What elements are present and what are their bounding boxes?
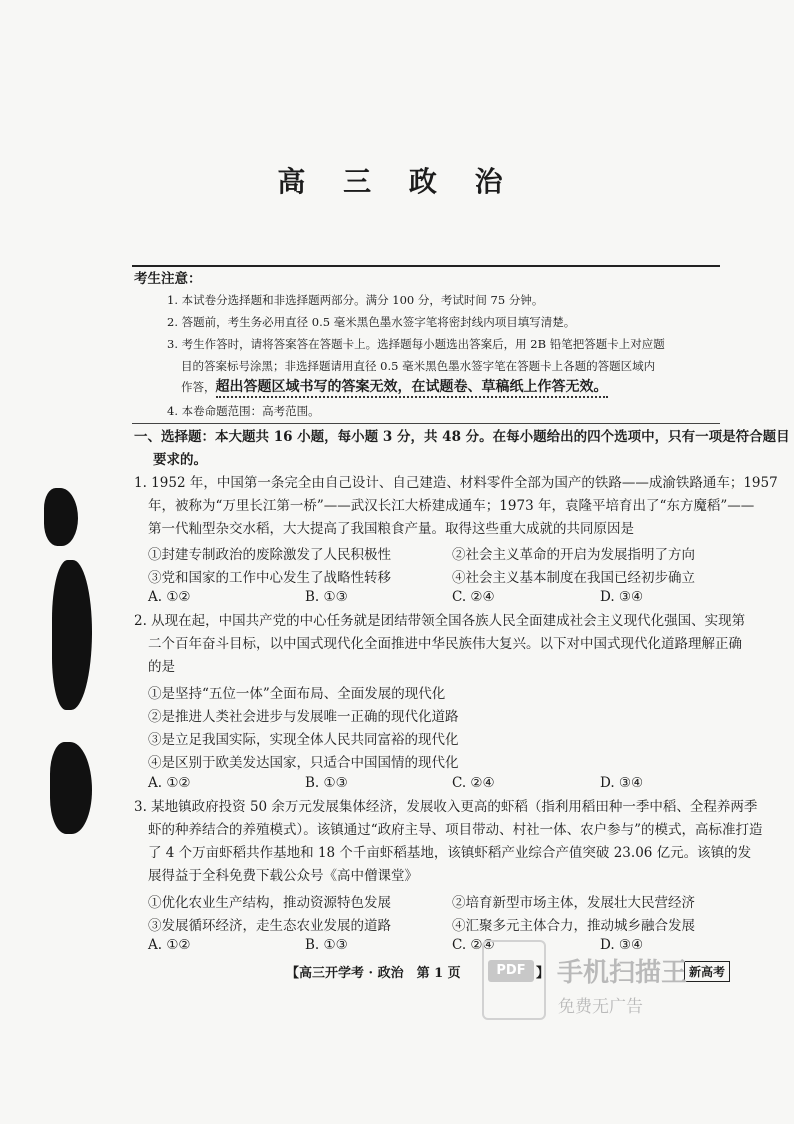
notice-item-4: 4. 本卷命题范围：高考范围。 bbox=[167, 404, 320, 418]
notice-item-1: 1. 本试卷分选择题和非选择题两部分。满分 100 分，考试时间 75 分钟。 bbox=[167, 293, 544, 307]
notice-item-3-end bbox=[181, 378, 608, 397]
footer-page-label: 【高三开学考 · 政治 第 1 页 bbox=[286, 966, 461, 981]
q3-line-4: 展得益于全科免费下载公众号《高中僧课堂》 bbox=[148, 868, 418, 884]
q3-option-d: D. ③④ bbox=[600, 937, 644, 953]
q1-statement-3: ③党和国家的工作中心发生了战略性转移 bbox=[148, 570, 391, 586]
q2-option-c: C. ②④ bbox=[452, 775, 495, 791]
scan-shadow-top bbox=[44, 488, 78, 546]
q1-line-2: 年，被称为“万里长江第一桥”——武汉长江大桥建成通车；1973 年，袁隆平培育出了“东方魔稻”—— bbox=[148, 498, 755, 514]
notice-item-2: 2. 答题前，考生务必用直径 0.5 毫米黑色墨水签字笔将密封线内项目填写清楚。 bbox=[167, 315, 576, 329]
q2-statement-4: ④是区别于欧美发达国家，只适合中国国情的现代化 bbox=[148, 755, 459, 771]
q2-line-2: 二个百年奋斗目标，以中国式现代化全面推进中华民族伟大复兴。以下对中国式现代化道路理解正确 bbox=[148, 636, 742, 652]
q2-option-a: A. ①② bbox=[148, 775, 191, 791]
scan-shadow-bottom bbox=[50, 742, 92, 834]
q2-statement-2: ②是推进人类社会进步与发展唯一正确的现代化道路 bbox=[148, 709, 459, 725]
notice-emphasis: 超出答题区域书写的答案无效，在试题卷、草稿纸上作答无效。 bbox=[216, 379, 608, 398]
q1-option-b: B. ①③ bbox=[305, 589, 348, 605]
q1-statement-1: ①封建专制政治的废除激发了人民积极性 bbox=[148, 547, 391, 563]
q1-option-c: C. ②④ bbox=[452, 589, 495, 605]
q3-statement-1: ①优化农业生产结构，推动资源特色发展 bbox=[148, 895, 391, 911]
q3-option-a: A. ①② bbox=[148, 937, 191, 953]
notice-item-3: 3. 考生作答时，请将答案答在答题卡上。选择题每小题选出答案后，用 2B 铅笔把答题卡上对应题 bbox=[167, 337, 665, 351]
q1-option-d: D. ③④ bbox=[600, 589, 644, 605]
q2-option-b: B. ①③ bbox=[305, 775, 348, 791]
notice-heading: 考生注意： bbox=[134, 271, 202, 287]
q1-line-1: 1. 1952 年，中国第一条完全由自己设计、自己建造、材料零件全部为国产的铁路——成渝铁路通车；1957 bbox=[134, 475, 778, 491]
q3-statement-2: ②培育新型市场主体，发展壮大民营经济 bbox=[452, 895, 695, 911]
q2-statement-1: ①是坚持“五位一体”全面布局、全面发展的现代化 bbox=[148, 686, 446, 702]
q1-statement-2: ②社会主义革命的开启为发展指明了方向 bbox=[452, 547, 695, 563]
q3-statement-3: ③发展循环经济，走生态农业发展的道路 bbox=[148, 918, 391, 934]
q3-line-2: 虾的种养结合的养殖模式）。该镇通过“政府主导、项目带动、村社一体、农户参与”的模式，高标准打造 bbox=[148, 822, 763, 838]
section-heading-cont: 要求的。 bbox=[153, 452, 207, 468]
notice-item-3-prefix: 作答， bbox=[181, 380, 216, 394]
q2-statement-3: ③是立足我国实际，实现全体人民共同富裕的现代化 bbox=[148, 732, 459, 748]
footer-bracket-close: 】 bbox=[536, 966, 550, 981]
notice-rule bbox=[132, 423, 720, 424]
q1-option-a: A. ①② bbox=[148, 589, 191, 605]
q3-line-1: 3. 某地镇政府投资 50 余万元发展集体经济，发展收入更高的虾稻（指利用稻田种一季中稻、全程养两季 bbox=[134, 799, 758, 815]
q3-option-c: C. ②④ bbox=[452, 937, 495, 953]
notice-item-3-cont: 目的答案标号涂黑；非选择题请用直径 0.5 毫米黑色墨水签字笔在答题卡上各题的答题区域内 bbox=[181, 359, 656, 373]
q2-option-d: D. ③④ bbox=[600, 775, 644, 791]
footer-badge: 新高考 bbox=[684, 961, 730, 982]
top-rule bbox=[132, 265, 720, 267]
q3-option-b: B. ①③ bbox=[305, 937, 348, 953]
watermark-brand: 手机扫描王 bbox=[557, 958, 688, 988]
q2-line-1: 2. 从现在起，中国共产党的中心任务就是团结带领全国各族人民全面建成社会主义现代化强国、实现第 bbox=[134, 613, 746, 629]
pdf-icon: PDF bbox=[488, 960, 534, 982]
q2-line-3: 的是 bbox=[148, 659, 175, 675]
q3-statement-4: ④汇聚多元主体合力，推动城乡融合发展 bbox=[452, 918, 695, 934]
scan-shadow-mid bbox=[52, 560, 92, 710]
q1-line-3: 第一代籼型杂交水稻，大大提高了我国粮食产量。取得这些重大成就的共同原因是 bbox=[148, 521, 634, 537]
watermark-tagline: 免费无广告 bbox=[558, 997, 643, 1017]
section-heading: 一、选择题：本大题共 16 小题，每小题 3 分，共 48 分。在每小题给出的四个选项中，只有一项是符合题目 bbox=[134, 429, 790, 445]
q3-line-3: 了 4 个万亩虾稻共作基地和 18 个千亩虾稻基地，该镇虾稻产业综合产值突破 23.06 亿元。该镇的发 bbox=[148, 845, 752, 861]
page-title: 高 三 政 治 bbox=[277, 165, 517, 198]
q1-statement-4: ④社会主义基本制度在我国已经初步确立 bbox=[452, 570, 695, 586]
